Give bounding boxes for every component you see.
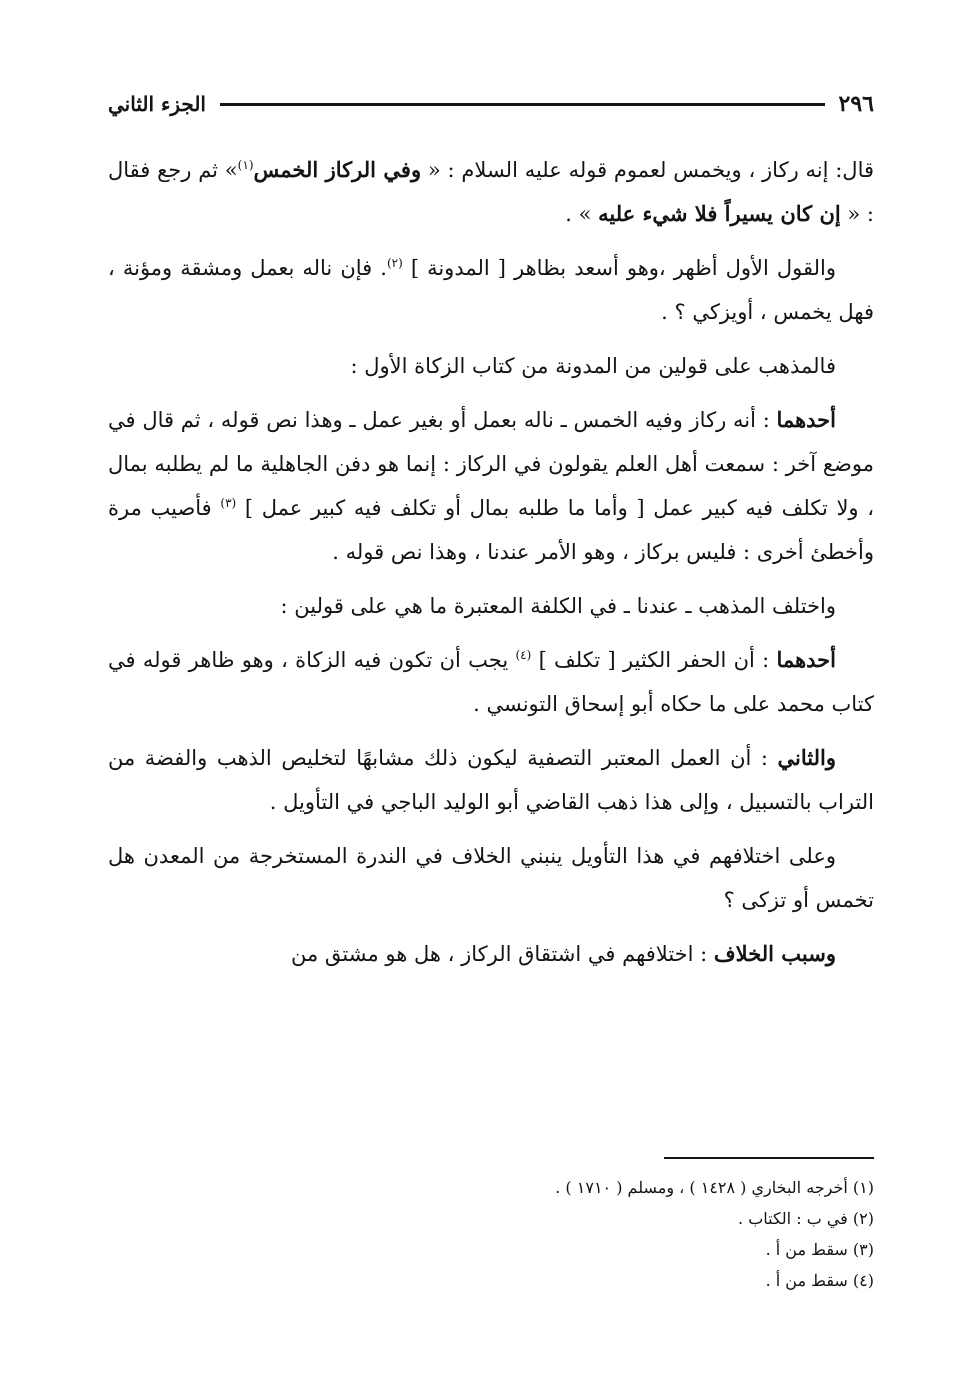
section-label: أحدهما [776, 407, 836, 432]
paragraph-2: والقول الأول أظهر ،وهو أسعد بظاهر [ المدونة ] $^{(٢)}$. فإن ناله بعمل ومشقة ومؤنة ، فهل يخمس ، أويزكي ؟ . [108, 256, 874, 324]
hadith-quote: إن كان يسيراً فلا شيء عليه [598, 201, 841, 226]
footnote-ref-4[interactable]: (٤) [515, 648, 532, 662]
header-rule [220, 103, 825, 106]
paragraph-9: وسبب الخلاف : اختلافهم في اشتقاق الركاز ، هل هو مشتق من [290, 941, 836, 966]
page-number: ٢٩٦ [838, 91, 874, 117]
footnote-ref-3[interactable]: (٣) [220, 496, 237, 510]
footnotes [108, 1172, 874, 1296]
footnote-3: (٣) سقط من أ . [765, 1240, 874, 1259]
paragraph-6: أحدهما : أن الحفر الكثير [ تكلف ] $^{(٤)}$ يجب أن تكون فيه الزكاة ، وهو ظاهر قوله في كتاب محمد على ما حكاه أبو إسحاق التونسي . [108, 647, 874, 716]
paragraph-5: واختلف المذهب ـ عندنا ـ في الكلفة المعتبرة ما هي على قولين : [280, 594, 836, 618]
paragraph-1: قال: إنه ركاز ، ويخمس لعموم قوله عليه السلام : « وفي الركاز الخمس$^{(١)}$» ثم رجع فقال : « إن كان يسيراً فلا شيء عليه » . [108, 157, 875, 226]
footnote-4: (٤) سقط من أ . [765, 1271, 874, 1290]
footnote-2: (٢) في ب : الكتاب . [738, 1209, 874, 1228]
footnote-separator [664, 1157, 874, 1159]
paragraph-3: فالمذهب على قولين من المدونة من كتاب الزكاة الأول : [350, 354, 836, 378]
footnote-ref-2[interactable]: (٢) [386, 256, 403, 270]
footnote-1: (١) أخرجه البخاري ( ١٤٢٨ ) ، ومسلم ( ١٧١٠ ) . [555, 1178, 874, 1197]
main-text [108, 148, 874, 986]
section-label: وسبب الخلاف [713, 941, 836, 966]
section-label: والثاني [777, 745, 836, 770]
paragraph-4: أحدهما : أنه ركاز وفيه الخمس ـ ناله بعمل أو بغير عمل ـ وهذا نص قوله ، ثم قال في موضع آخر : سمعت أهل العلم يقولون في الركاز : إنما هو دفن الجاهلية ما لم يطلبه بمال ، ولا تكلف فيه كبير عمل [ وأما ما طلبه بمال أو تكلف فيه كبير عمل ] $^{(٣)}$ فأصيب مرة وأخطئ أخرى : فليس بركاز ، وهو الأمر عندنا ، وهذا نص قوله . [108, 407, 875, 564]
section-label: أحدهما [776, 647, 836, 672]
paragraph-7: والثاني : أن العمل المعتبر التصفية ليكون ذلك مشابهًا لتخليص الذهب والفضة من التراب بالتسبيل ، وإلى هذا ذهب القاضي أبو الوليد الباجي في التأويل . [108, 745, 874, 814]
page-header [108, 86, 874, 122]
hadith-quote: وفي الركاز الخمس [253, 157, 422, 182]
running-title: الجزء الثاني [108, 92, 206, 116]
footnote-ref-1[interactable]: (١) [237, 158, 254, 172]
paragraph-8: وعلى اختلافهم في هذا التأويل ينبني الخلاف في الندرة المستخرجة من المعدن هل تخمس أو تزكى ؟ [108, 844, 874, 912]
